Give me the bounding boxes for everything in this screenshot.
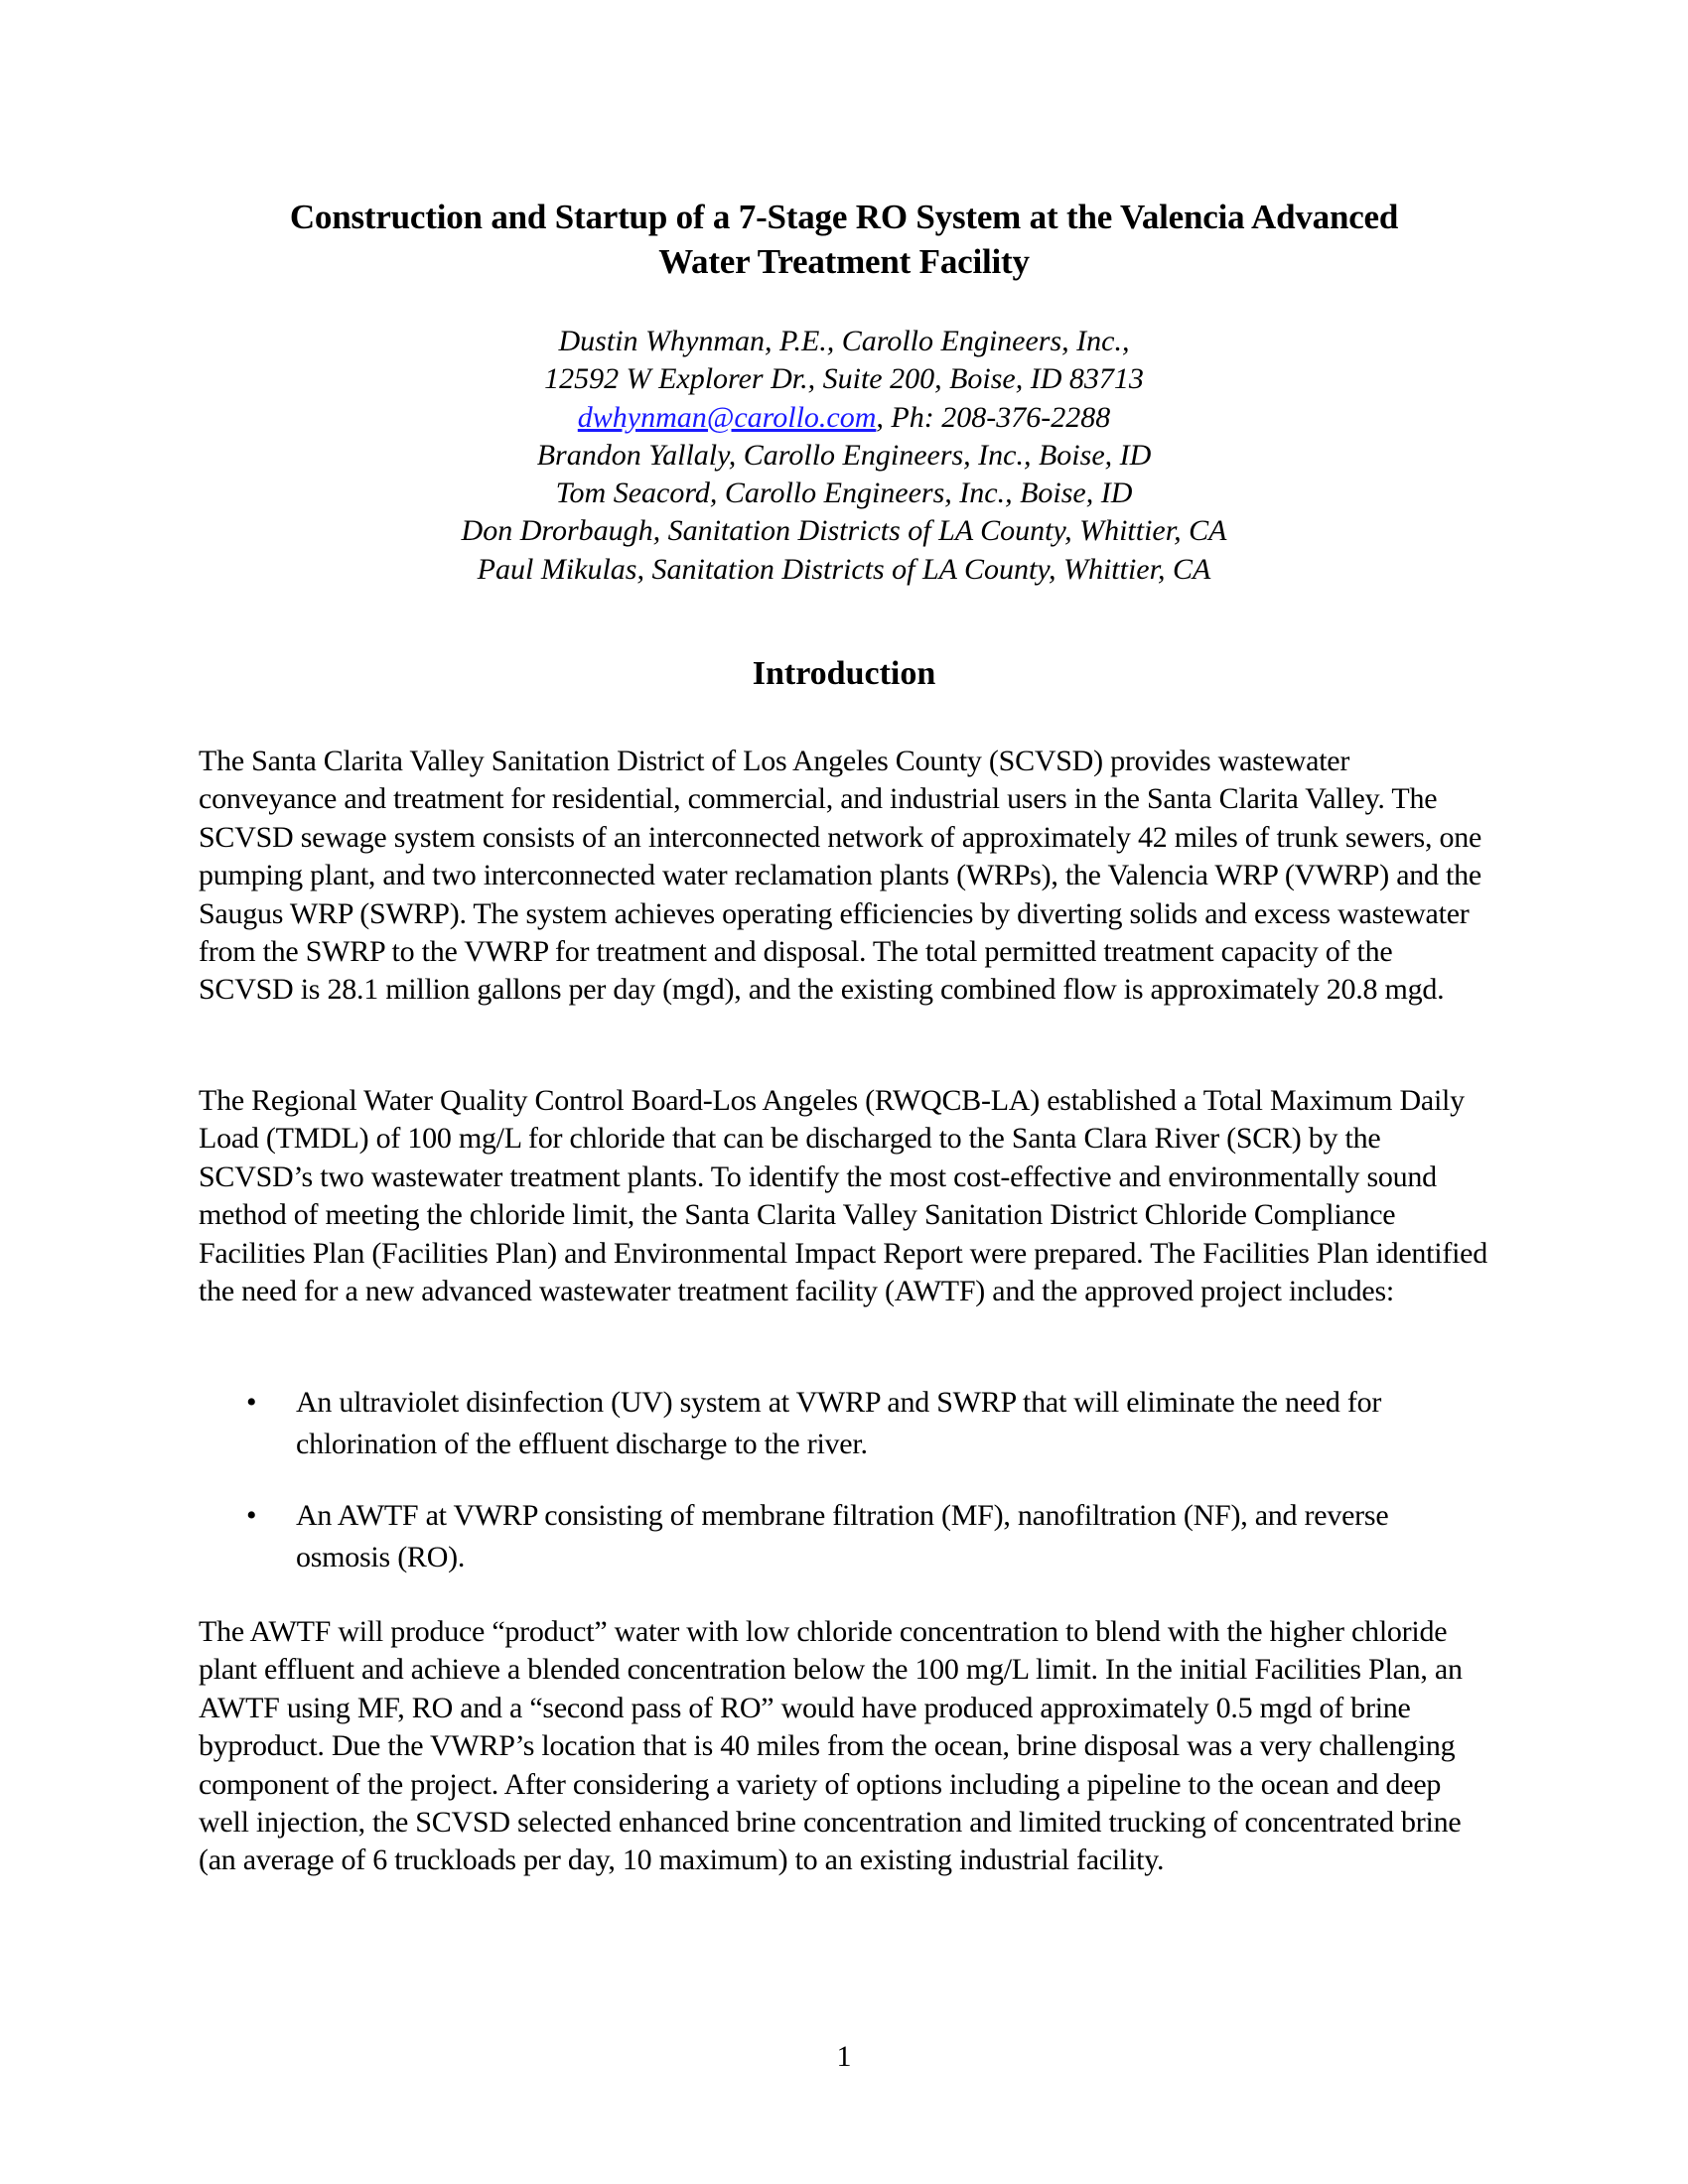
intro-paragraph-3: The AWTF will produce “product” water with low chloride concentration to blend with the higher chloride plant effluent and achieve a blended concentration below the 100 mg/L limit. In the initial Facilities Plan, an AWTF using MF, RO and a “second pass of RO” would have produced approximately 0.5 mgd of brine byproduct. Due the VWRP’s location that is 40 miles from the ocean, brine disposal was a very challenging component of the project. After considering a variety of options including a pipeline to the ocean and deep well injection, the SCVSD selected enhanced brine concentration and limited trucking of concentrated brine (an average of 6 truckloads per day, 10 maximum) to an existing industrial facility.	[199, 1615, 1463, 1877]
title-line-1: Construction and Startup of a 7-Stage RO System at the Valencia Advanced	[289, 198, 1399, 236]
bullet-icon: •	[246, 1386, 257, 1419]
author-block	[248, 323, 1440, 589]
author-line-5: Tom Seacord, Carollo Engineers, Inc., Boise, ID	[555, 477, 1133, 510]
author-contact	[248, 399, 1440, 437]
intro-paragraph-1: The Santa Clarita Valley Sanitation District of Los Angeles County (SCVSD) provides wastewater conveyance and treatment for residential, commercial, and industrial users in the Santa Clarita Valley. The SCVSD sewage system consists of an interconnected network of approximately 42 miles of trunk sewers, one pumping plant, and two interconnected water reclamation plants (WRPs), the Valencia WRP (VWRP) and the Saugus WRP (SWRP). The system achieves operating efficiencies by diverting solids and excess wastewater from the SWRP to the VWRP for treatment and disposal. The total permitted treatment capacity of the SCVSD is 28.1 million gallons per day (mgd), and the existing combined flow is approximately 20.8 mgd.	[199, 745, 1482, 1007]
list-item	[199, 1495, 1489, 1578]
bullet-icon: •	[246, 1499, 257, 1532]
author-line-1: Dustin Whynman, P.E., Carollo Engineers, Inc.,	[558, 325, 1130, 357]
section-heading: Introduction	[752, 655, 936, 692]
author-line-7: Paul Mikulas, Sanitation Districts of LA County, Whittier, CA	[477, 552, 1211, 586]
author-line-4: Brandon Yallaly, Carollo Engineers, Inc., Boise, ID	[536, 438, 1152, 472]
author-address: 12592 W Explorer Dr., Suite 200, Boise, ID 83713	[544, 362, 1144, 396]
phone-text: , Ph: 208-376-2288	[876, 400, 1111, 434]
email-link[interactable]: dwhynman@carollo.com	[577, 400, 877, 434]
author-line-6: Don Drorbaugh, Sanitation Districts of LA County, Whittier, CA	[461, 514, 1227, 548]
page-number: 1	[836, 2040, 852, 2073]
list-item-text: An AWTF at VWRP consisting of membrane filtration (MF), nanofiltration (NF), and reverse osmosis (RO).	[296, 1499, 1389, 1573]
list-item-text: An ultraviolet disinfection (UV) system at VWRP and SWRP that will eliminate the need for chlorination of the effluent discharge to the river.	[296, 1386, 1382, 1460]
project-list	[199, 1382, 1489, 1608]
title-line-2: Water Treatment Facility	[658, 242, 1030, 281]
intro-paragraph-2: The Regional Water Quality Control Board-Los Angeles (RWQCB-LA) established a Total Maximum Daily Load (TMDL) of 100 mg/L for chloride that can be discharged to the Santa Clara River (SCR) by the SCVSD’s two wastewater treatment plants. To identify the most cost-effective and environmentally sound method of meeting the chloride limit, the Santa Clarita Valley Sanitation District Chloride Compliance Facilities Plan (Facilities Plan) and Environmental Impact Report were prepared. The Facilities Plan identified the need for a new advanced wastewater treatment facility (AWTF) and the approved project includes:	[199, 1084, 1487, 1308]
paper-title	[149, 195, 1539, 284]
list-item	[199, 1382, 1489, 1465]
